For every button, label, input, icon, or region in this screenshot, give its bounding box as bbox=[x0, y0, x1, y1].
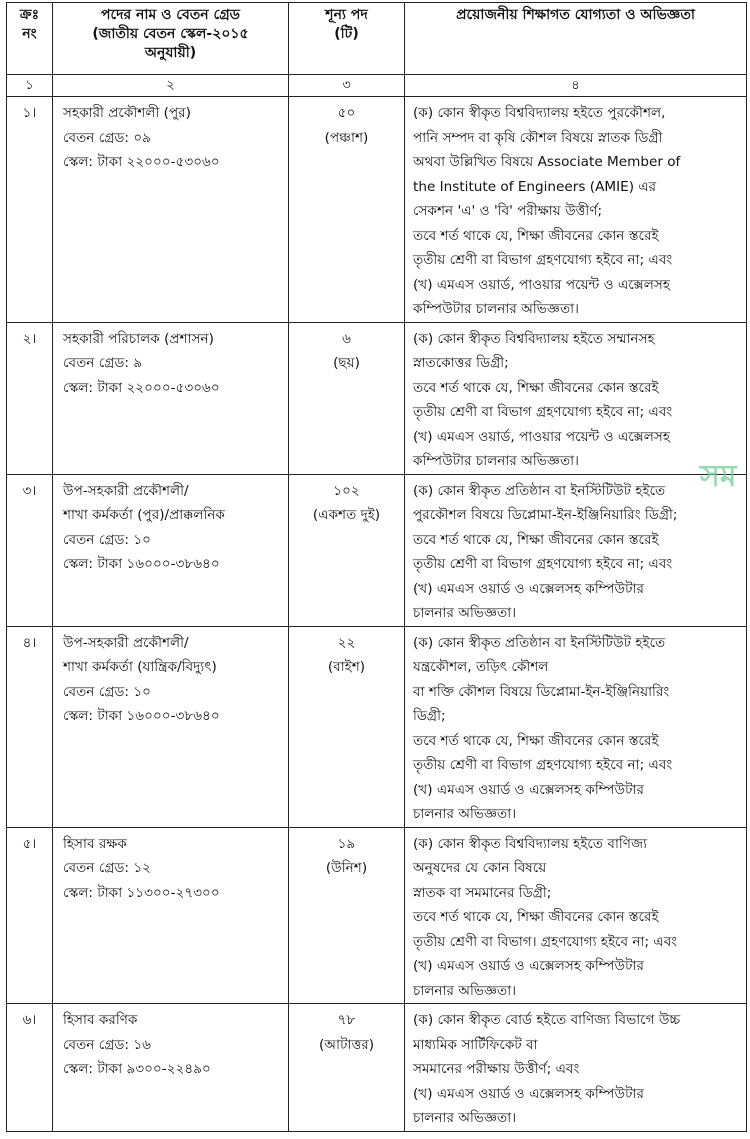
vacancy-line: (একশত দুই) bbox=[312, 507, 381, 523]
header-qualification: প্রয়োজনীয় শিক্ষাগত যোগ্যতা ও অভিজ্ঞতা bbox=[405, 3, 747, 75]
header-vacancy: শূন্য পদ (টি) bbox=[289, 3, 405, 75]
qualification-line: অথবা উল্লিখিত বিষয়ে Associate Member of bbox=[413, 154, 681, 170]
table-row bbox=[7, 626, 747, 827]
vacancy-line: ৫০ bbox=[337, 105, 356, 121]
post-line: সহকারী প্রকৌশলী (পুর) bbox=[63, 105, 191, 121]
column-number: ১ bbox=[7, 75, 53, 97]
post-line: বেতন গ্রেড: ১২ bbox=[63, 860, 151, 876]
post-line: উপ-সহকারী প্রকৌশলী/ bbox=[63, 482, 189, 499]
qualification-line: মাধ্যমিক সার্টিফিকেট বা bbox=[413, 1036, 538, 1053]
qualification-line: তবে শর্ত থাকে যে, শিক্ষা জীবনের কোন স্তরেই bbox=[413, 227, 659, 244]
table-row bbox=[7, 827, 747, 1004]
qualification-line: (ক) কোন স্বীকৃত প্রতিষ্ঠান বা ইনস্টিটিউট হইতে bbox=[413, 634, 666, 651]
qualification-line: অনুষদের যে কোন বিষয়ে bbox=[413, 860, 547, 876]
post-cell bbox=[53, 474, 289, 626]
post-line: স্কেল: টাকা ১১৩০০-২৭৩০০ bbox=[63, 884, 220, 901]
table-row bbox=[7, 97, 747, 323]
post-line: শাখা কর্মকর্তা (যান্ত্রিক/বিদ্যুৎ) bbox=[63, 659, 217, 675]
qualification-line: সেকশন 'এ' ও 'বি' পরীক্ষায় উত্তীর্ণ; bbox=[413, 203, 603, 219]
post-line: স্কেল: টাকা ২২০০০-৫৩০৬০ bbox=[63, 379, 220, 396]
vacancy-line: ৭৮ bbox=[337, 1012, 356, 1028]
serial-number: ৩। bbox=[7, 474, 53, 626]
post-line: স্কেল: টাকা ১৬০০০-৩৮৬৪০ bbox=[63, 708, 220, 724]
serial-number: ১। bbox=[7, 97, 53, 323]
vacancy-line: (আটাত্তর) bbox=[318, 1036, 374, 1053]
qualification-line: (খ) এমএস ওয়ার্ড, পাওয়ার পয়েন্ট ও এক্সেলসহ bbox=[413, 428, 670, 445]
post-line: স্কেল: টাকা ২২০০০-৫৩০৬০ bbox=[63, 154, 220, 170]
qualification-line: চালনার অভিজ্ঞতা। bbox=[413, 806, 517, 822]
table-body bbox=[7, 97, 747, 1132]
qualification-line: (খ) এমএস ওয়ার্ড ও এক্সেলসহ কম্পিউটার bbox=[413, 781, 644, 798]
column-number-row bbox=[7, 75, 747, 97]
qualification-line: তৃতীয় শ্রেণী বা বিভাগ। গ্রহণযোগ্য হইবে না; এবং bbox=[413, 933, 678, 950]
qualification-line: (খ) এমএস ওয়ার্ড, পাওয়ার পয়েন্ট ও এক্সেলসহ bbox=[413, 276, 670, 293]
post-line: হিসাব করণিক bbox=[63, 1012, 138, 1028]
table-row bbox=[7, 322, 747, 474]
post-line: শাখা কর্মকর্তা (পুর)/প্রাক্কলনিক bbox=[63, 507, 225, 523]
qualification-line: তবে শর্ত থাকে যে, শিক্ষা জীবনের কোন স্তরেই bbox=[413, 379, 659, 396]
qualification-line: চালনার অভিজ্ঞতা। bbox=[413, 605, 517, 621]
vacancy-cell bbox=[289, 474, 405, 626]
qualification-line: স্নাতকোত্তর ডিগ্রী; bbox=[413, 355, 509, 371]
post-cell bbox=[53, 322, 289, 474]
post-line: বেতন গ্রেড: ১০ bbox=[63, 531, 151, 548]
qualification-line: যন্ত্রকৌশল, তড়িৎ কৌশল bbox=[413, 659, 549, 675]
vacancy-line: ৬ bbox=[342, 330, 351, 347]
vacancy-cell bbox=[289, 322, 405, 474]
watermark-logo: সম bbox=[700, 459, 737, 494]
post-cell bbox=[53, 626, 289, 827]
qualification-line: (ক) কোন স্বীকৃত বিশ্ববিদ্যালয় হইতে বাণিজ্য bbox=[413, 835, 648, 852]
qualification-line: তবে শর্ত থাকে যে, শিক্ষা জীবনের কোন স্তরেই bbox=[413, 732, 659, 749]
vacancy-cell bbox=[289, 827, 405, 1004]
post-line: বেতন গ্রেড: ৯ bbox=[63, 355, 143, 371]
vacancy-cell bbox=[289, 97, 405, 323]
qualification-line: তৃতীয় শ্রেণী বা বিভাগ গ্রহণযোগ্য হইবে না; এবং bbox=[413, 757, 673, 773]
recruitment-table bbox=[6, 2, 747, 1132]
vacancy-line: (উনিশ) bbox=[325, 860, 368, 876]
qualification-cell bbox=[405, 827, 747, 1004]
qualification-line: তবে শর্ত থাকে যে, শিক্ষা জীবনের কোন স্তরেই bbox=[413, 909, 659, 925]
column-number: ৪ bbox=[405, 75, 747, 97]
post-line: বেতন গ্রেড: ০৯ bbox=[63, 129, 151, 146]
table-row bbox=[7, 1004, 747, 1132]
qualification-cell bbox=[405, 1004, 747, 1132]
qualification-line: তবে শর্ত থাকে যে, শিক্ষা জীবনের কোন স্তরেই bbox=[413, 531, 659, 548]
post-line: সহকারী পরিচালক (প্রশাসন) bbox=[63, 330, 214, 347]
column-number: ২ bbox=[53, 75, 289, 97]
qualification-line: পুরকৌশল বিষয়ে ডিপ্লোমা-ইন-ইঞ্জিনিয়ারিং ডিগ্রী; bbox=[413, 507, 678, 523]
header-row bbox=[7, 3, 747, 75]
post-cell bbox=[53, 97, 289, 323]
qualification-line: the Institute of Engineers (AMIE) এর bbox=[413, 178, 657, 195]
qualification-line: তৃতীয় শ্রেণী বা বিভাগ গ্রহণযোগ্য হইবে না; এবং bbox=[413, 556, 673, 572]
post-line: স্কেল: টাকা ৯৩০০-২২৪৯০ bbox=[63, 1061, 211, 1077]
post-cell bbox=[53, 1004, 289, 1132]
qualification-line: (ক) কোন স্বীকৃত বোর্ড হইতে বাণিজ্য বিভাগে উচ্চ bbox=[413, 1012, 681, 1028]
qualification-line: (ক) কোন স্বীকৃত বিশ্ববিদ্যালয় হইতে পুরকৌশল, bbox=[413, 105, 666, 121]
vacancy-line: ১০২ bbox=[333, 482, 360, 499]
qualification-line: বা শক্তি কৌশল বিষয়ে ডিপ্লোমা-ইন-ইঞ্জিনিয়ারিং bbox=[413, 683, 670, 700]
header-post: পদের নাম ও বেতন গ্রেড (জাতীয় বেতন স্কেল-২০১৫ অনুযায়ী) bbox=[53, 3, 289, 75]
post-line: উপ-সহকারী প্রকৌশলী/ bbox=[63, 634, 189, 651]
vacancy-line: ১৯ bbox=[337, 835, 356, 852]
qualification-cell bbox=[405, 626, 747, 827]
qualification-line: চালনার অভিজ্ঞতা। bbox=[413, 1110, 517, 1126]
vacancy-cell bbox=[289, 626, 405, 827]
qualification-cell bbox=[405, 474, 747, 626]
post-line: বেতন গ্রেড: ১৬ bbox=[63, 1036, 151, 1053]
table-row bbox=[7, 474, 747, 626]
post-line: বেতন গ্রেড: ১০ bbox=[63, 683, 151, 700]
qualification-line: (খ) এমএস ওয়ার্ড ও এক্সেলসহ কম্পিউটার bbox=[413, 1085, 644, 1102]
qualification-cell bbox=[405, 97, 747, 323]
qualification-line: (খ) এমএস ওয়ার্ড ও এক্সেলসহ কম্পিউটার bbox=[413, 580, 644, 597]
serial-number: ৫। bbox=[7, 827, 53, 1004]
vacancy-line: ২২ bbox=[337, 634, 356, 651]
serial-number: ৬। bbox=[7, 1004, 53, 1132]
qualification-line: (খ) এমএস ওয়ার্ড ও এক্সেলসহ কম্পিউটার bbox=[413, 958, 644, 974]
header-serial: ক্রঃ নং bbox=[7, 3, 53, 75]
qualification-line: সমমানের পরীক্ষায় উত্তীর্ণ; এবং bbox=[413, 1061, 580, 1077]
vacancy-line: (ছয়) bbox=[333, 355, 360, 371]
qualification-line: (ক) কোন স্বীকৃত প্রতিষ্ঠান বা ইনস্টিটিউট হইতে bbox=[413, 482, 666, 499]
serial-number: ২। bbox=[7, 322, 53, 474]
qualification-line: চালনার অভিজ্ঞতা। bbox=[413, 982, 517, 999]
qualification-line: স্নাতক বা সমমানের ডিগ্রী; bbox=[413, 884, 552, 901]
column-number: ৩ bbox=[289, 75, 405, 97]
qualification-line: কম্পিউটার চালনার অভিজ্ঞতা। bbox=[413, 453, 579, 469]
qualification-cell bbox=[405, 322, 747, 474]
qualification-line: ডিগ্রী; bbox=[413, 708, 446, 724]
serial-number: ৪। bbox=[7, 626, 53, 827]
post-cell bbox=[53, 827, 289, 1004]
qualification-line: তৃতীয় শ্রেণী বা বিভাগ গ্রহণযোগ্য হইবে না; এবং bbox=[413, 404, 673, 420]
vacancy-line: (বাইশ) bbox=[327, 659, 366, 675]
qualification-line: তৃতীয় শ্রেণী বা বিভাগ গ্রহণযোগ্য হইবে না; এবং bbox=[413, 252, 673, 268]
vacancy-cell bbox=[289, 1004, 405, 1132]
post-line: হিসাব রক্ষক bbox=[63, 835, 127, 852]
qualification-line: পানি সম্পদ বা কৃষি কৌশল বিষয়ে স্নাতক ডিগ্রী bbox=[413, 129, 663, 146]
qualification-line: (ক) কোন স্বীকৃত বিশ্ববিদ্যালয় হইতে সম্মানসহ bbox=[413, 330, 655, 347]
qualification-line: কম্পিউটার চালনার অভিজ্ঞতা। bbox=[413, 301, 579, 317]
vacancy-line: (পঞ্চাশ) bbox=[324, 129, 369, 146]
post-line: স্কেল: টাকা ১৬০০০-৩৮৬৪০ bbox=[63, 556, 220, 572]
